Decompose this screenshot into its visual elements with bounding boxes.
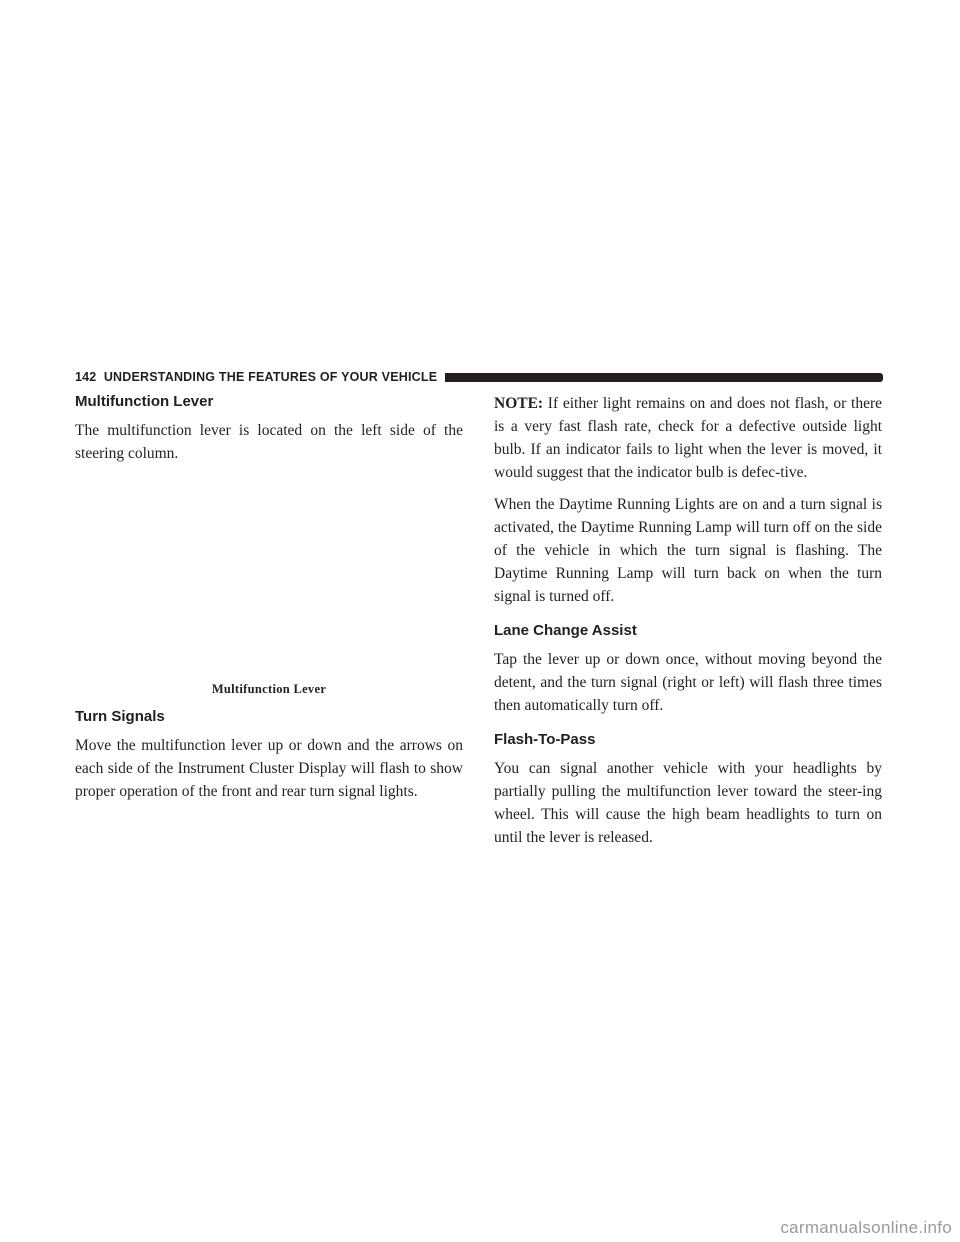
paragraph-turn-signals: Move the multifunction lever up or down and the arrows on each side of the Instrument Cluster Display will flash to show proper operation of the front and rear turn signal lights. [75, 737, 463, 800]
paragraph-flash-to-pass: You can signal another vehicle with your headlights by partially pulling the multifunction lever toward the steer-ing wheel. This will cause the high beam headlights to turn on until the lever is released. [494, 760, 882, 846]
header-rule [445, 373, 883, 382]
paragraph-lane-change-assist: Tap the lever up or down once, without moving beyond the detent, and the turn signal (right or left) will flash three times then automatically turn off. [494, 651, 882, 714]
page-header [75, 366, 883, 388]
section-title: UNDERSTANDING THE FEATURES OF YOUR VEHICLE [103, 370, 438, 384]
heading-multifunction-lever: Multifunction Lever [75, 393, 214, 410]
left-column [75, 392, 463, 803]
watermark: carmanualsonline.info [780, 1218, 952, 1237]
note-label: NOTE: [494, 395, 544, 412]
paragraph-daytime-running-lights: When the Daytime Running Lights are on and a turn signal is activated, the Daytime Running Lamp will turn off on the side of the vehicle in which the turn signal is flashing. The Daytime Running Lamp will turn back on when the turn signal is turned off. [494, 496, 882, 605]
note-text: If either light remains on and does not flash, or there is a very fast flash rate, check for a defective outside light bulb. If an indicator fails to light when the lever is moved, it would suggest that the indicator bulb is defec-tive. [494, 395, 882, 481]
figure-multifunction-lever [75, 465, 463, 680]
right-column [494, 392, 882, 849]
figure-caption: Multifunction Lever [211, 682, 327, 696]
page-number: 142 [75, 370, 97, 384]
paragraph-multifunction-lever: The multifunction lever is located on the left side of the steering column. [75, 422, 463, 462]
page-header-text [75, 370, 437, 384]
paragraph-note [494, 392, 882, 484]
heading-turn-signals: Turn Signals [75, 708, 165, 725]
heading-flash-to-pass: Flash-To-Pass [494, 731, 596, 748]
heading-lane-change-assist: Lane Change Assist [494, 622, 637, 639]
